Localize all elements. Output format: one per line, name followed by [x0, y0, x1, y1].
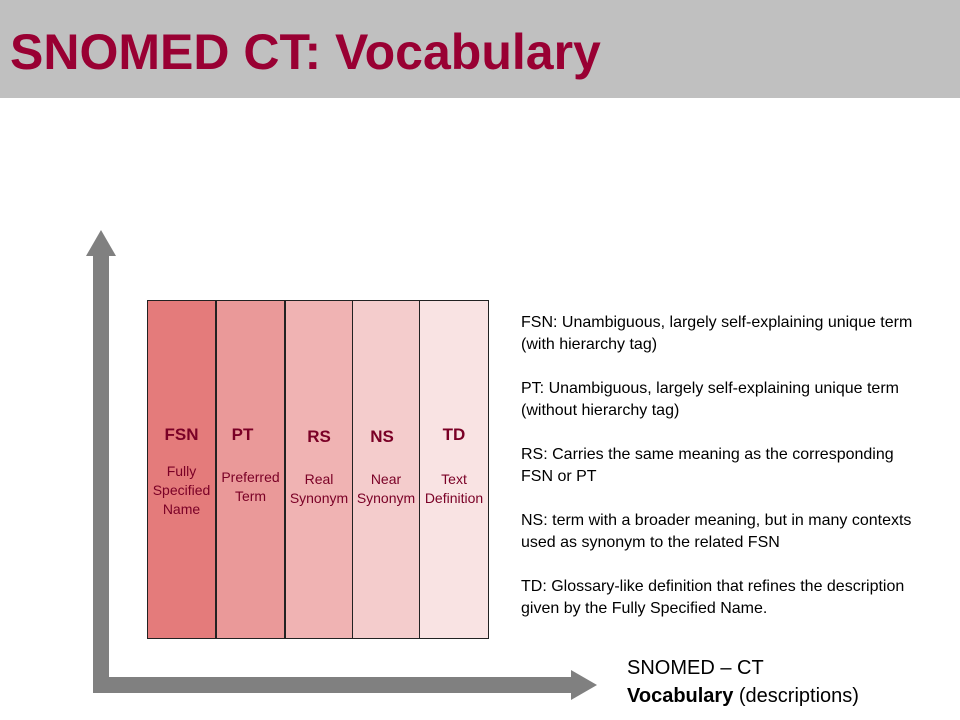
- column-fsn-abbr: FSN: [164, 425, 199, 444]
- column-td-abbr: TD: [442, 425, 466, 444]
- y-axis-arrowhead-icon: [86, 230, 116, 256]
- definition-td: TD: Glossary-like definition that refines the description given by the Fully Specified Name.: [521, 578, 905, 617]
- axis-caption-line2: [627, 682, 859, 710]
- definition-pt: PT: Unambiguous, largely self-explaining unique term (without hierarchy tag): [521, 380, 899, 419]
- page-title: SNOMED CT: Vocabulary: [10, 24, 601, 80]
- column-fsn-name: Fully Specified Name: [152, 463, 211, 517]
- column-ns-abbr: NS: [370, 427, 394, 446]
- definition-rs: RS: Carries the same meaning as the corresponding FSN or PT: [521, 446, 894, 485]
- definition-ns: NS: term with a broader meaning, but in many contexts used as synonym to the related FSN: [521, 512, 912, 551]
- column-fsn: [147, 300, 216, 639]
- column-rs-abbr: RS: [307, 427, 331, 446]
- column-rs: [285, 300, 353, 639]
- definitions-list: [521, 312, 921, 642]
- axis-caption-rest: (descriptions): [733, 685, 859, 707]
- column-pt-name: Preferred Term: [221, 469, 280, 504]
- definition-fsn: FSN: Unambiguous, largely self-explaining unique term (with hierarchy tag): [521, 314, 913, 353]
- axis-caption-bold: Vocabulary: [627, 685, 734, 707]
- axis-caption: [627, 654, 859, 710]
- column-pt: [216, 300, 285, 639]
- axis-caption-line1: SNOMED – CT: [627, 657, 764, 679]
- column-pt-abbr: PT: [231, 425, 254, 444]
- column-td-name: Text Definition: [424, 471, 484, 506]
- x-axis-arrowhead-icon: [571, 670, 597, 700]
- column-ns: [352, 300, 420, 639]
- column-td: [419, 300, 489, 639]
- y-axis-shaft: [93, 256, 109, 693]
- x-axis-shaft: [109, 677, 571, 693]
- column-ns-name: Near Synonym: [356, 471, 416, 506]
- column-rs-name: Real Synonym: [289, 471, 349, 506]
